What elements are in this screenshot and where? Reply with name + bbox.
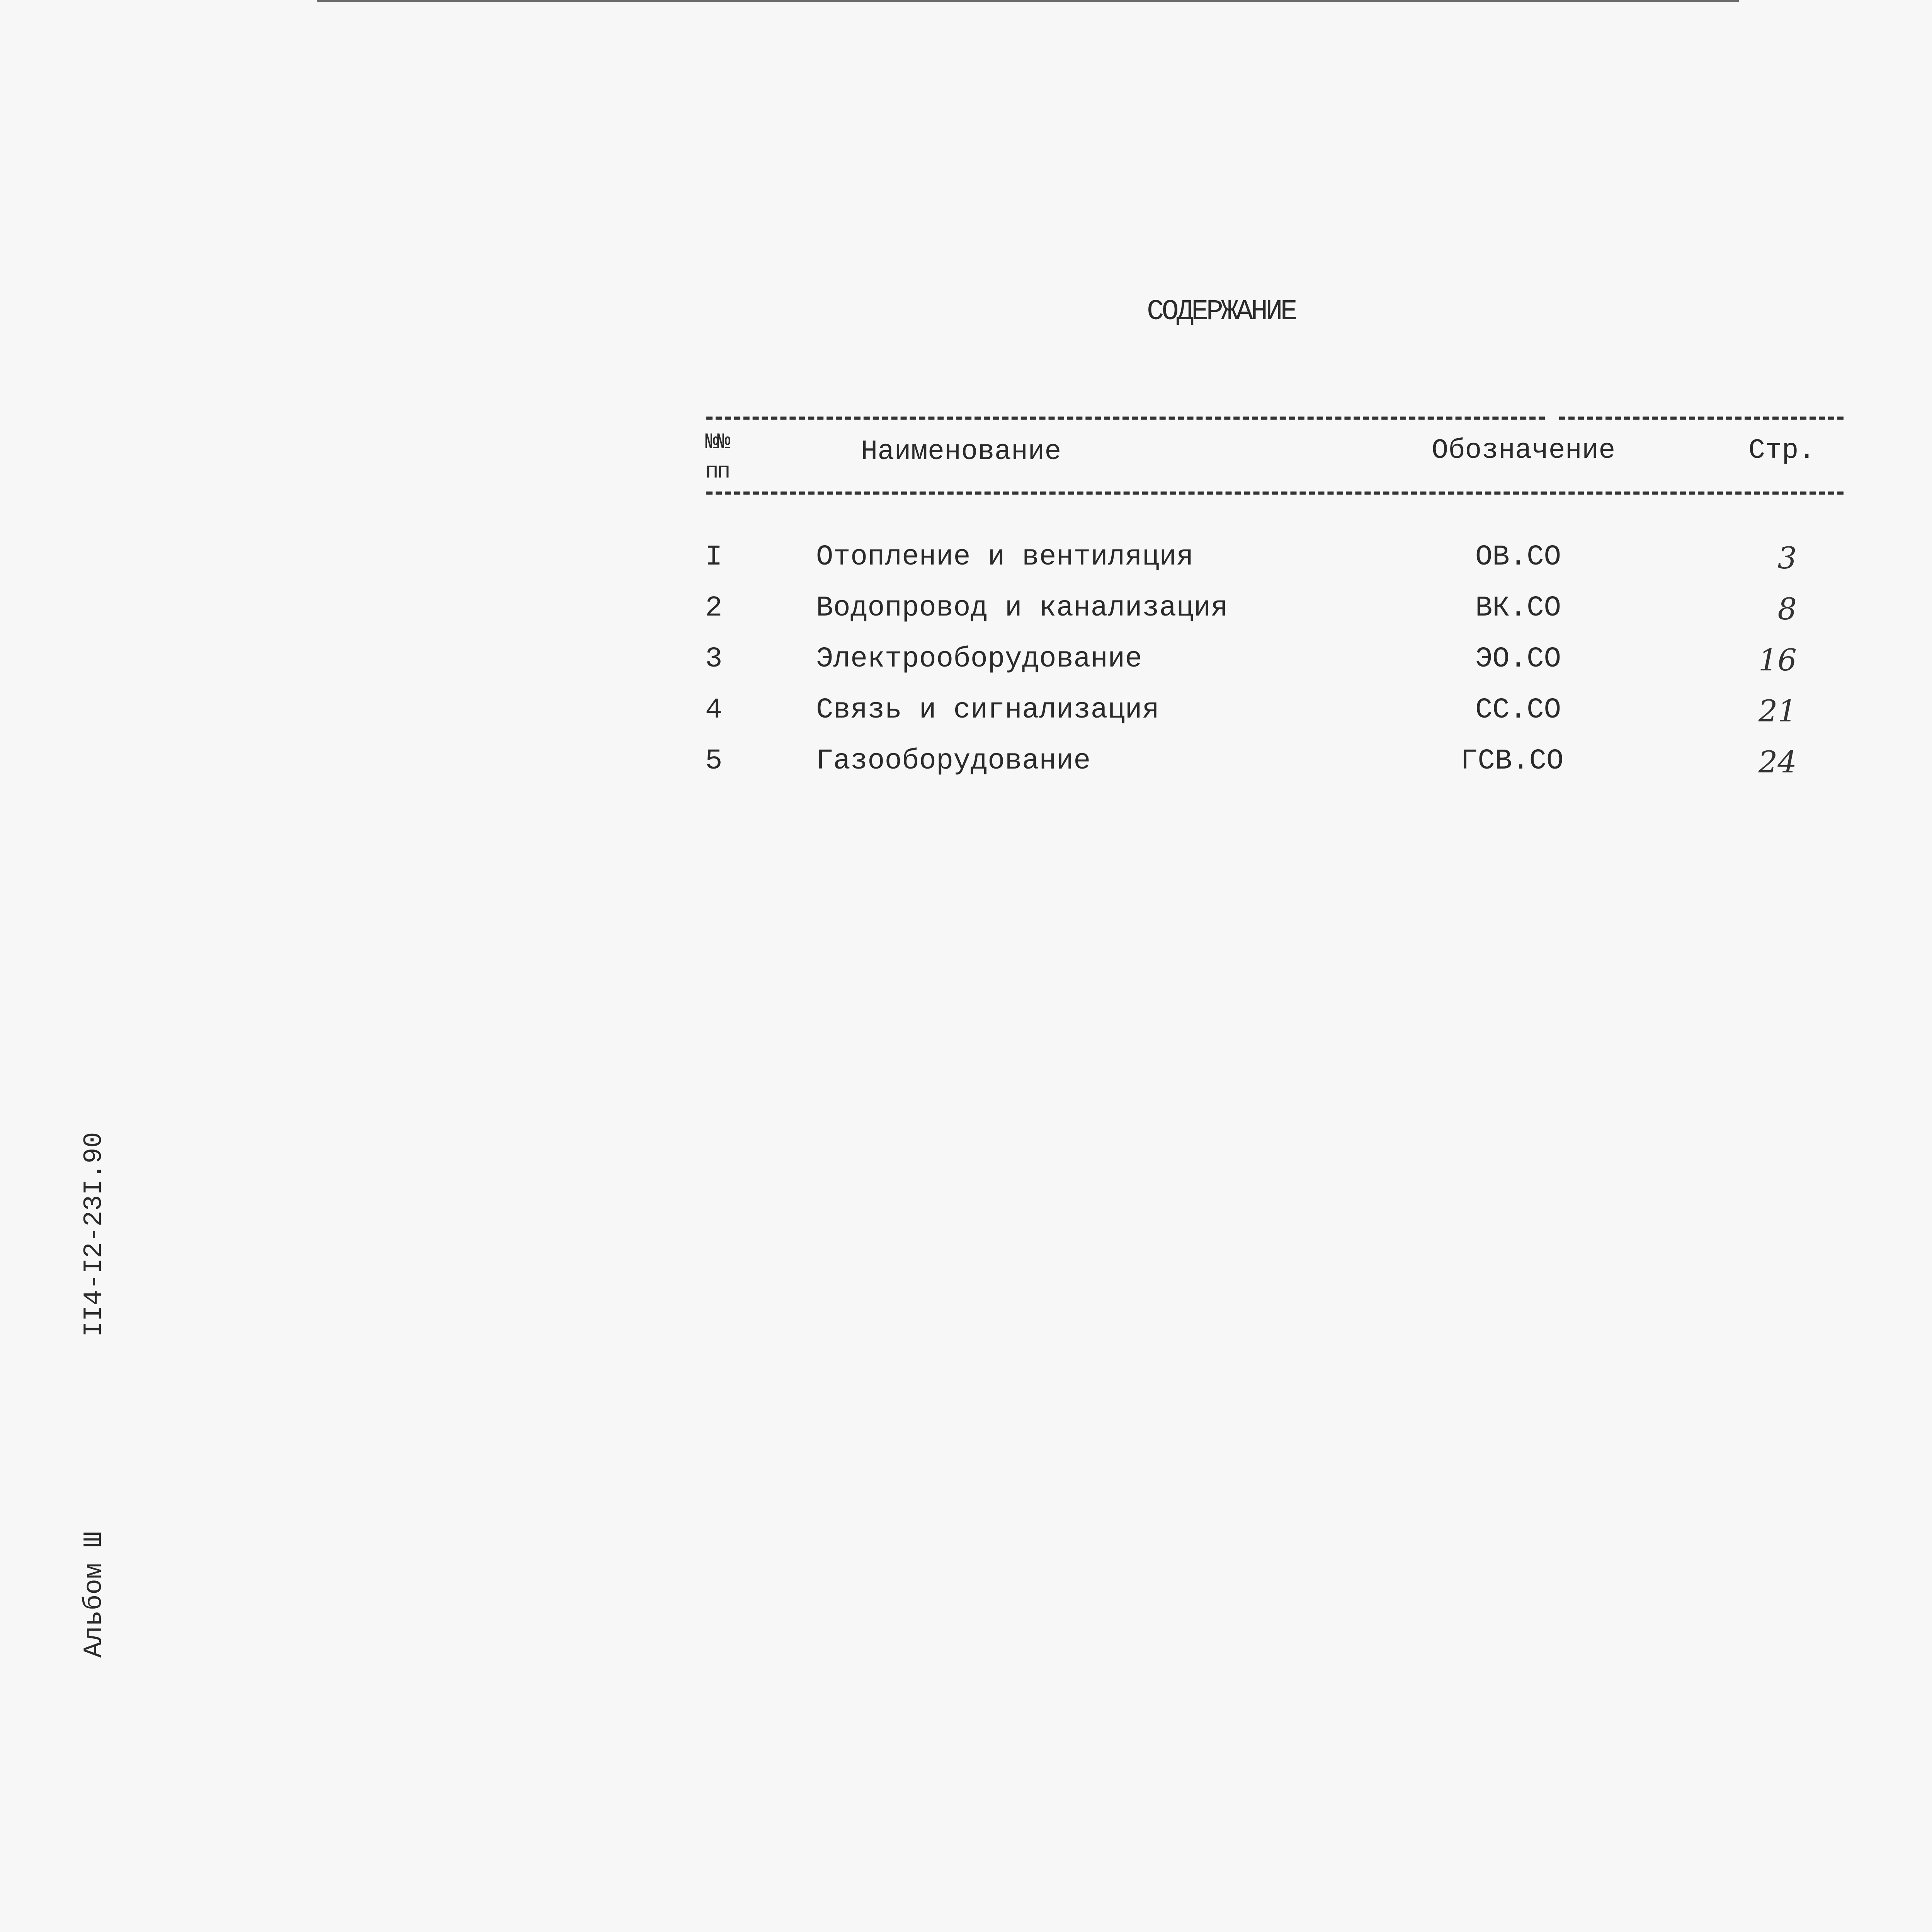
table-row — [0, 694, 1932, 745]
row-page: 24 — [1758, 745, 1797, 780]
page-title: СОДЕРЖАНИЕ — [1147, 296, 1296, 328]
row-number: 3 — [705, 643, 723, 675]
row-page: 3 — [1777, 541, 1797, 576]
table-row — [0, 592, 1932, 643]
row-page: 8 — [1777, 592, 1797, 627]
row-number: 2 — [705, 592, 723, 624]
row-code: ВК.СО — [1475, 592, 1561, 624]
header-number-line2: пп — [705, 459, 729, 485]
row-name: Электрооборудование — [816, 643, 1142, 675]
row-page: 21 — [1758, 694, 1797, 729]
row-code: ГСВ.СО — [1461, 745, 1564, 777]
row-number: I — [705, 541, 723, 573]
header-page: Стр. — [1748, 435, 1815, 466]
table-row — [0, 643, 1932, 694]
header-code: Обозначение — [1432, 435, 1616, 466]
table-top-rule-right — [1559, 417, 1844, 420]
header-number — [705, 428, 729, 487]
row-name: Связь и сигнализация — [816, 694, 1160, 726]
row-number: 5 — [705, 745, 723, 777]
table-header-rule — [706, 492, 1844, 495]
side-document-code: II4-I2-23I.90 — [79, 1132, 109, 1337]
top-border-line — [317, 0, 1739, 2]
table-row — [0, 745, 1932, 796]
row-name: Водопровод и канализация — [816, 592, 1228, 624]
row-code: ЭО.СО — [1475, 643, 1561, 675]
table-row — [0, 541, 1932, 592]
header-name: Наименование — [861, 436, 1061, 468]
row-page: 16 — [1758, 643, 1797, 678]
table-top-rule-left — [706, 417, 1545, 420]
header-number-line1: №№ — [705, 430, 729, 455]
row-code: СС.СО — [1475, 694, 1561, 726]
row-name: Отопление и вентиляция — [816, 541, 1194, 573]
row-name: Газооборудование — [816, 745, 1091, 777]
row-number: 4 — [705, 694, 723, 726]
side-album-label: Альбом Ш — [79, 1531, 109, 1658]
row-code: ОВ.СО — [1475, 541, 1561, 573]
